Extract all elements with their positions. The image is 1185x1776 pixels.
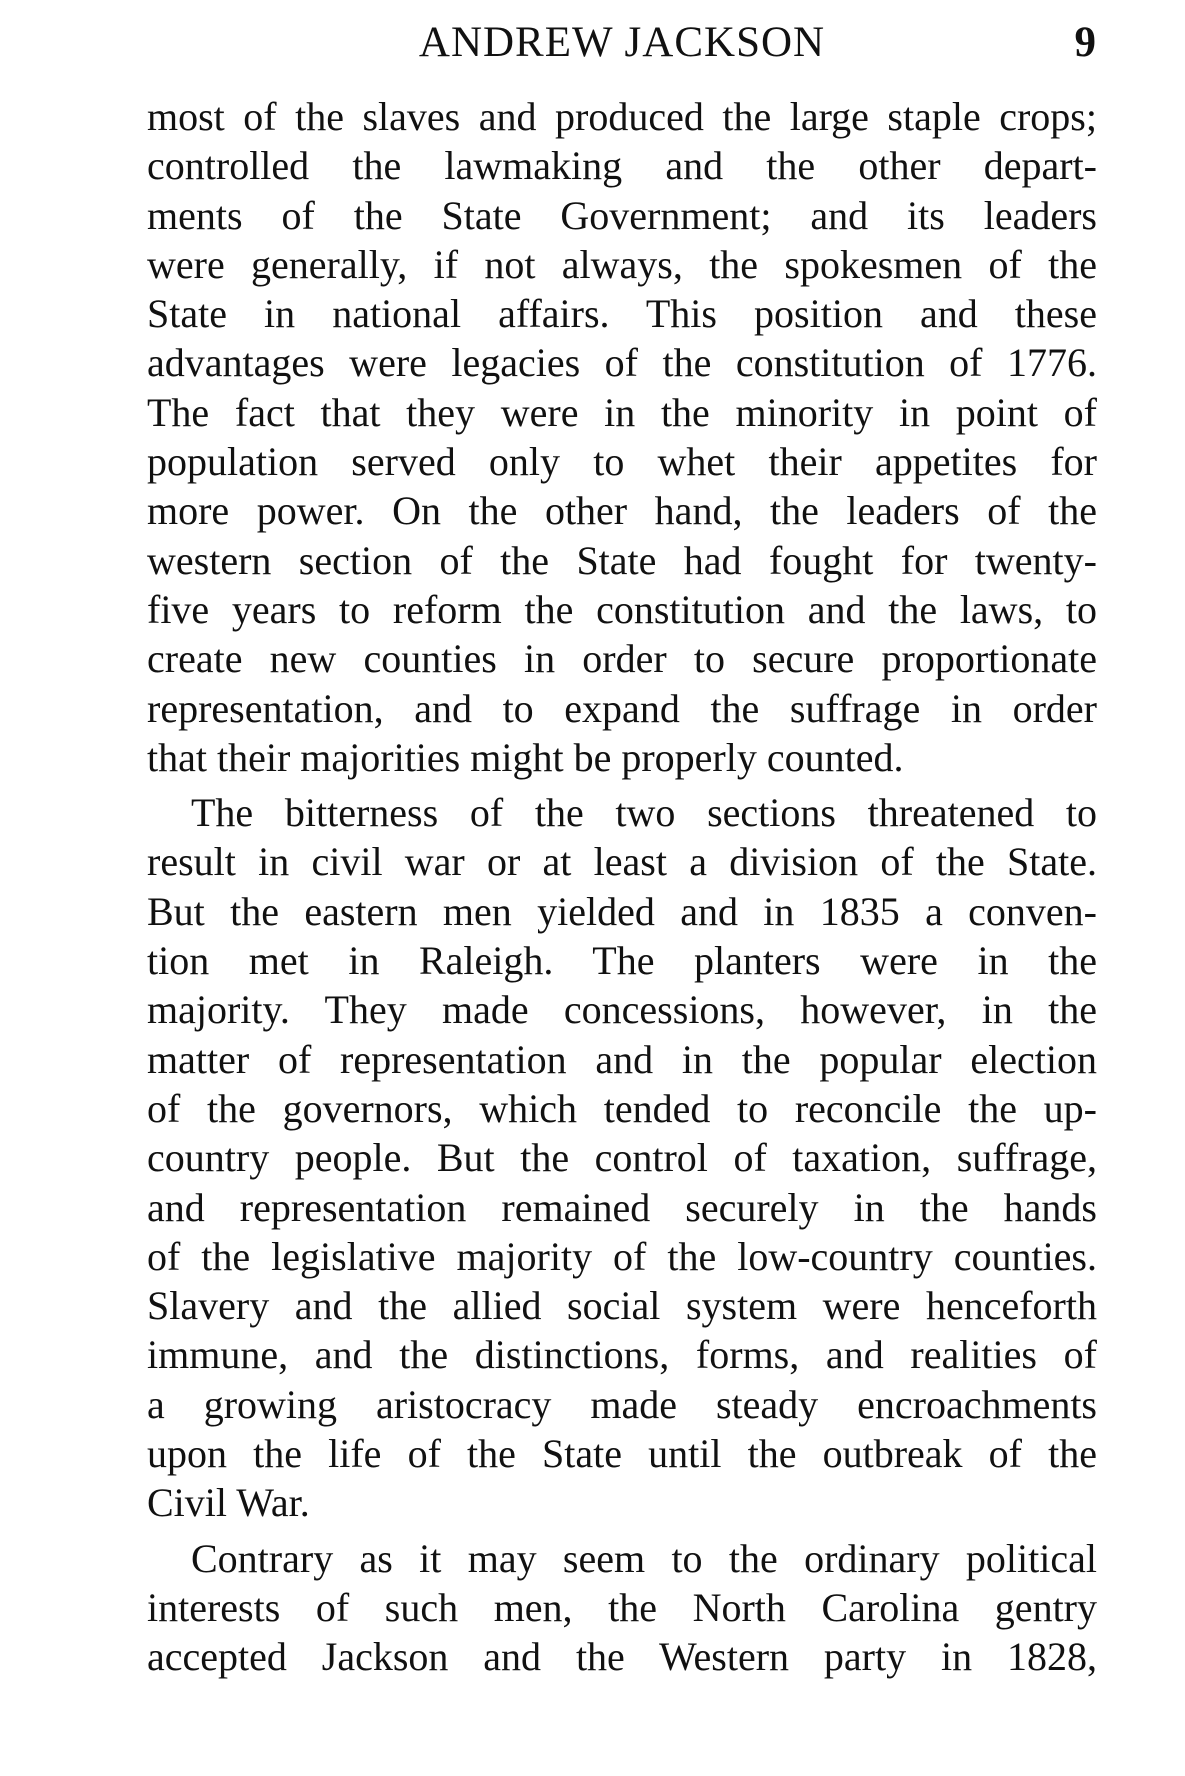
text-line: tion met in Raleigh. The planters were in the	[147, 938, 1097, 984]
text-line: country people. But the control of taxation, suffrage,	[147, 1135, 1097, 1181]
running-head	[148, 10, 1096, 78]
text-line: create new counties in order to secure proportionate	[147, 636, 1097, 682]
text-line: that their majorities might be properly counted.	[147, 734, 904, 780]
text-line: immune, and the distinctions, forms, and realities of	[147, 1332, 1097, 1378]
body-text	[147, 92, 1097, 1682]
text-line: Contrary as it may seem to the ordinary political	[191, 1535, 1097, 1581]
text-line: a growing aristocracy made steady encroachments	[147, 1381, 1097, 1427]
text-line: matter of representation and in the popular election	[147, 1036, 1097, 1082]
text-line: western section of the State had fought for twenty-	[147, 537, 1097, 583]
text-line: and representation remained securely in the hands	[147, 1184, 1097, 1230]
text-line: five years to reform the constitution and the laws, to	[147, 586, 1097, 632]
text-line: result in civil war or at least a division of the State.	[147, 839, 1097, 885]
text-line: But the eastern men yielded and in 1835 a conven-	[147, 888, 1097, 934]
text-line: representation, and to expand the suffrage in order	[147, 685, 1097, 731]
page-number: 9	[1074, 19, 1096, 66]
text-line: of the legislative majority of the low-country counties.	[147, 1233, 1097, 1279]
text-line: of the governors, which tended to reconcile the up-	[147, 1085, 1097, 1131]
text-line: ments of the State Government; and its leaders	[147, 192, 1097, 238]
paragraph-1	[147, 92, 1097, 782]
text-line: controlled the lawmaking and the other depart-	[147, 143, 1097, 189]
running-title: ANDREW JACKSON	[418, 19, 826, 66]
text-line: advantages were legacies of the constitution of 1776.	[147, 340, 1097, 386]
text-line: Civil War.	[147, 1480, 310, 1526]
text-line: most of the slaves and produced the large staple crops;	[147, 94, 1097, 139]
text-line: accepted Jackson and the Western party in 1828,	[147, 1634, 1097, 1680]
text-line: population served only to whet their appetites for	[147, 439, 1097, 485]
text-line: were generally, if not always, the spokesmen of the	[147, 241, 1097, 287]
paragraph-3	[147, 1534, 1097, 1682]
paragraph-2	[147, 788, 1097, 1527]
text-line: majority. They made concessions, however, in the	[147, 987, 1097, 1033]
text-line: more power. On the other hand, the leaders of the	[147, 488, 1097, 534]
text-line: State in national affairs. This position and these	[147, 291, 1097, 337]
text-line: Slavery and the allied social system were henceforth	[147, 1283, 1097, 1329]
text-line: interests of such men, the North Carolina gentry	[147, 1584, 1097, 1630]
text-line: upon the life of the State until the outbreak of the	[147, 1431, 1097, 1477]
text-line: The bitterness of the two sections threatened to	[191, 790, 1097, 836]
text-line: The fact that they were in the minority in point of	[147, 389, 1097, 435]
